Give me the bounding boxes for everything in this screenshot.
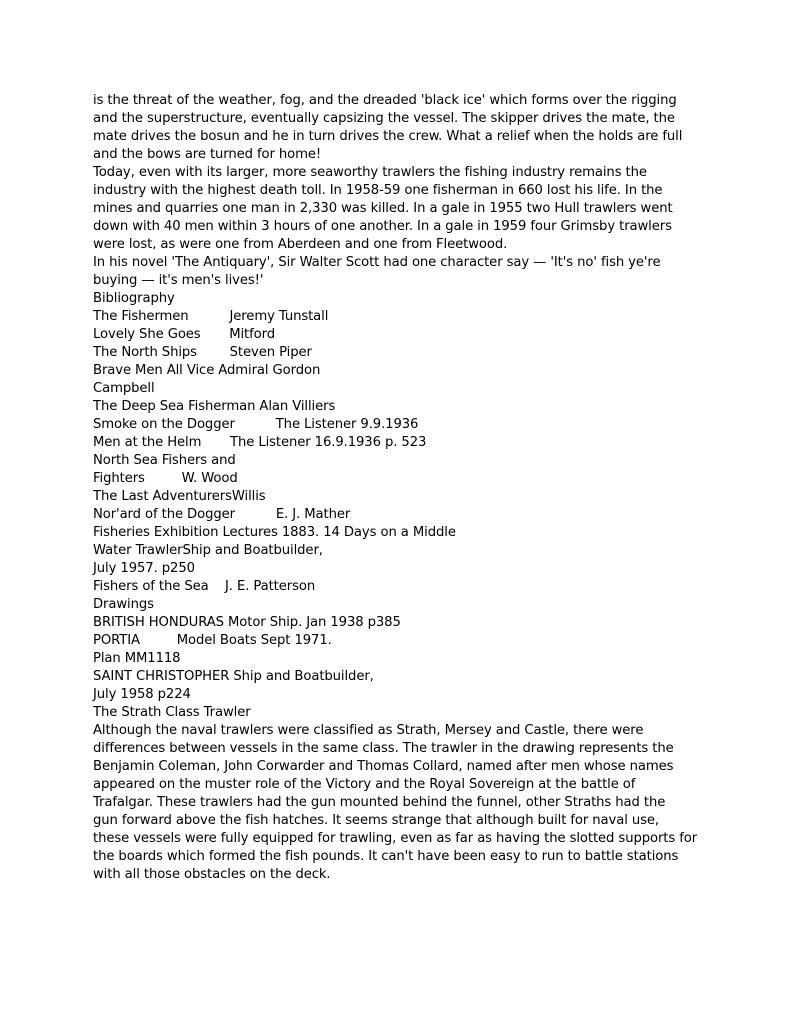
text-line: Bibliography bbox=[93, 291, 175, 306]
text-line: Water TrawlerShip and Boatbuilder, bbox=[93, 543, 323, 558]
text-line: The Deep Sea Fisherman Alan Villiers bbox=[93, 399, 336, 414]
text-line: Benjamin Coleman, John Corwarder and Thomas Collard, named after men whose names bbox=[93, 759, 674, 774]
text-line: Campbell bbox=[93, 381, 155, 396]
text-line: Fisheries Exhibition Lectures 1883. 14 Days on a Middle bbox=[93, 525, 456, 540]
text-line: BRITISH HONDURAS Motor Ship. Jan 1938 p385 bbox=[93, 615, 401, 630]
text-line: Brave Men All Vice Admiral Gordon bbox=[93, 363, 321, 378]
text-line: is the threat of the weather, fog, and the dreaded 'black ice' which forms over the rigging bbox=[93, 93, 677, 108]
text-line: and the bows are turned for home! bbox=[93, 147, 322, 162]
text-line: and the superstructure, eventually capsizing the vessel. The skipper drives the mate, the bbox=[93, 111, 675, 126]
text-line: July 1958 p224 bbox=[93, 687, 191, 702]
text-line: down with 40 men within 3 hours of one another. In a gale in 1959 four Grimsby trawlers bbox=[93, 219, 672, 234]
text-line: Today, even with its larger, more seaworthy trawlers the fishing industry remains the bbox=[93, 165, 647, 180]
text-line: North Sea Fishers and bbox=[93, 453, 236, 468]
text-line: industry with the highest death toll. In 1958-59 one fisherman in 660 lost his life. In the bbox=[93, 183, 663, 198]
text-line: Fishers of the Sea J. E. Patterson bbox=[93, 579, 316, 594]
text-line: Plan MM1118 bbox=[93, 651, 181, 666]
document-body bbox=[93, 92, 733, 884]
text-line: mines and quarries one man in 2,330 was killed. In a gale in 1955 two Hull trawlers went bbox=[93, 201, 673, 216]
text-line: In his novel 'The Antiquary', Sir Walter Scott had one character say — 'It's no' fish ye're bbox=[93, 255, 661, 270]
text-line: appeared on the muster role of the Victory and the Royal Sovereign at the battle of bbox=[93, 777, 636, 792]
text-line: differences between vessels in the same class. The trawler in the drawing represents the bbox=[93, 741, 674, 756]
text-line: Lovely She Goes Mitford bbox=[93, 327, 275, 342]
text-line: Smoke on the Dogger The Listener 9.9.1936 bbox=[93, 417, 419, 432]
text-line: The Strath Class Trawler bbox=[93, 705, 251, 720]
text-line: Although the naval trawlers were classified as Strath, Mersey and Castle, there were bbox=[93, 723, 644, 738]
text-line: SAINT CHRISTOPHER Ship and Boatbuilder, bbox=[93, 669, 374, 684]
text-line: Men at the Helm The Listener 16.9.1936 p. 523 bbox=[93, 435, 427, 450]
text-line: these vessels were fully equipped for trawling, even as far as having the slotted supports for bbox=[93, 831, 698, 846]
text-line: buying — it's men's lives!' bbox=[93, 273, 264, 288]
text-line: Drawings bbox=[93, 597, 154, 612]
text-line: with all those obstacles on the deck. bbox=[93, 867, 331, 882]
text-line: Fighters W. Wood bbox=[93, 471, 238, 486]
text-line: mate drives the bosun and he in turn drives the crew. What a relief when the holds are full bbox=[93, 129, 683, 144]
text-line: PORTIA Model Boats Sept 1971. bbox=[93, 633, 332, 648]
text-line: Trafalgar. These trawlers had the gun mounted behind the funnel, other Straths had the bbox=[93, 795, 666, 810]
text-line: gun forward above the fish hatches. It seems strange that although built for naval use, bbox=[93, 813, 659, 828]
text-line: July 1957. p250 bbox=[93, 561, 195, 576]
text-line: The Last AdventurersWillis bbox=[93, 489, 266, 504]
text-line: Nor'ard of the Dogger E. J. Mather bbox=[93, 507, 351, 522]
text-line: the boards which formed the fish pounds. It can't have been easy to run to battle stations bbox=[93, 849, 679, 864]
text-line: The North Ships Steven Piper bbox=[93, 345, 312, 360]
text-line: The Fishermen Jeremy Tunstall bbox=[93, 309, 329, 324]
text-line: were lost, as were one from Aberdeen and one from Fleetwood. bbox=[93, 237, 508, 252]
